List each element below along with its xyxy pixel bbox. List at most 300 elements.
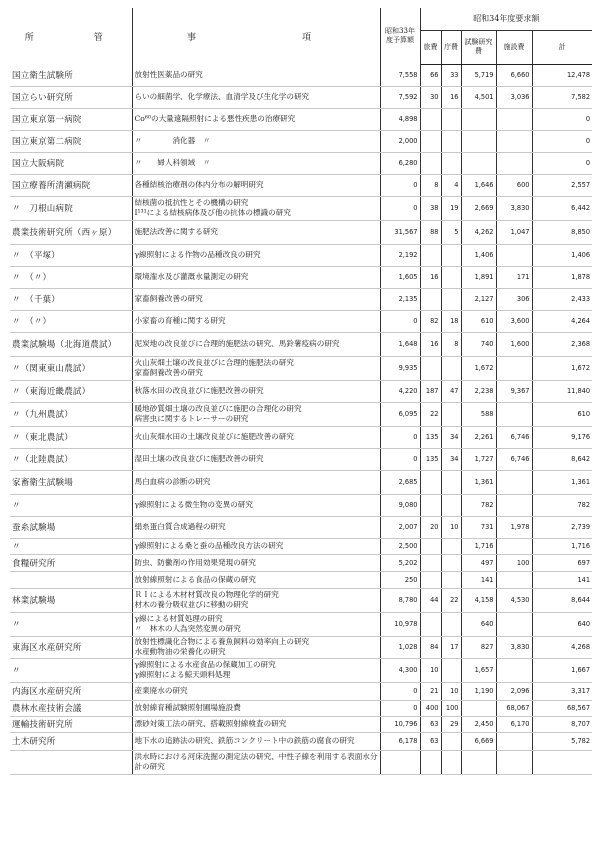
- table-row: [10, 716, 592, 732]
- agency-cell: [441, 130, 461, 152]
- travel-cell: 21: [420, 682, 441, 700]
- header-prev-budget: 昭和33年度予算額: [380, 8, 420, 64]
- travel-cell: [420, 612, 441, 636]
- facility-cell: 1,047: [496, 220, 532, 244]
- item-line: 火山灰畑水田の土壌改良並びに施肥改善の研究: [134, 432, 294, 441]
- table-row: [10, 554, 592, 571]
- total-cell: 2,368: [532, 332, 592, 356]
- table-row: [10, 380, 592, 402]
- travel-cell: 63: [420, 716, 441, 732]
- item-line: 泥炭地の改良並びに合理的施肥法の研究、馬鈴薯疫病の研究: [134, 339, 340, 348]
- item-line: γ線照射による桑と蚕の品種改良方法の研究: [134, 541, 284, 550]
- total-cell: 1,878: [532, 266, 592, 288]
- total-cell: 1,672: [532, 356, 592, 380]
- prev-cell: 4,220: [380, 380, 420, 402]
- travel-cell: 66: [420, 64, 441, 86]
- item-cell: [132, 448, 380, 470]
- org-cell: 運輸技術研究所: [10, 716, 132, 732]
- total-cell: 1,361: [532, 470, 592, 494]
- travel-cell: [420, 108, 441, 130]
- agency-cell: 34: [441, 426, 461, 448]
- total-cell: 0: [532, 130, 592, 152]
- total-cell: 8,644: [532, 588, 592, 612]
- org-cell: 〃（九州農試）: [10, 402, 132, 426]
- travel-cell: 84: [420, 636, 441, 658]
- travel-cell: [420, 356, 441, 380]
- travel-cell: 10: [420, 658, 441, 682]
- item-cell: [132, 750, 380, 774]
- org-cell: 〃 （〃）: [10, 310, 132, 332]
- prev-cell: 4,300: [380, 658, 420, 682]
- facility-cell: 6,746: [496, 448, 532, 470]
- agency-cell: 10: [441, 682, 461, 700]
- total-cell: 7,582: [532, 86, 592, 108]
- item-line: 家畜飼養改善の研究: [134, 294, 203, 303]
- travel-cell: [420, 244, 441, 266]
- total-cell: 1,716: [532, 538, 592, 554]
- table-row: [10, 426, 592, 448]
- travel-cell: [420, 538, 441, 554]
- agency-cell: 47: [441, 380, 461, 402]
- item-cell: [132, 380, 380, 402]
- prev-cell: 6,178: [380, 732, 420, 750]
- org-cell: [10, 571, 132, 588]
- total-cell: 4,264: [532, 310, 592, 332]
- item-line: γ線照射による鯨天頭料処理: [134, 670, 231, 679]
- facility-cell: [496, 538, 532, 554]
- travel-cell: [420, 750, 441, 774]
- facility-cell: 3,830: [496, 636, 532, 658]
- total-cell: 68,567: [532, 700, 592, 716]
- facility-cell: 306: [496, 288, 532, 310]
- research-cell: 610: [461, 310, 496, 332]
- table-row: [10, 244, 592, 266]
- org-cell: 土木研究所: [10, 732, 132, 750]
- item-line: 放射性医薬品の研究: [134, 69, 203, 79]
- item-line: 小家畜の育種に関する研究: [134, 316, 226, 325]
- prev-cell: 7,592: [380, 86, 420, 108]
- table-row: [10, 64, 592, 86]
- org-cell: 〃: [10, 538, 132, 554]
- facility-cell: 9,367: [496, 380, 532, 402]
- travel-cell: 8: [420, 174, 441, 196]
- prev-cell: 0: [380, 196, 420, 220]
- org-cell: [10, 750, 132, 774]
- travel-cell: 16: [420, 332, 441, 356]
- research-cell: 6,669: [461, 732, 496, 750]
- travel-cell: 20: [420, 516, 441, 538]
- facility-cell: [496, 658, 532, 682]
- agency-cell: [441, 571, 461, 588]
- item-cell: [132, 636, 380, 658]
- budget-table-page: [10, 8, 592, 775]
- item-line: 秋落水田の改良並びに施肥改善の研究: [134, 386, 264, 395]
- org-cell: 農業試験場（北海道農試）: [10, 332, 132, 356]
- agency-cell: [441, 402, 461, 426]
- item-line: 環境潅水及び灌漑水量測定の研究: [134, 272, 249, 281]
- header-research: 試験研究費: [461, 30, 496, 64]
- total-cell: 9,176: [532, 426, 592, 448]
- table-row: [10, 588, 592, 612]
- facility-cell: 6,170: [496, 716, 532, 732]
- item-line: 防虫、防黴剤の作用効果発現の研究: [134, 557, 256, 567]
- total-cell: 3,317: [532, 682, 592, 700]
- travel-cell: 63: [420, 732, 441, 750]
- research-cell: 4,501: [461, 86, 496, 108]
- item-line: 産業廃水の研究: [134, 686, 188, 695]
- research-cell: 731: [461, 516, 496, 538]
- table-row: [10, 332, 592, 356]
- prev-cell: 0: [380, 426, 420, 448]
- item-line: γ線照射による作物の品種改良の研究: [134, 250, 261, 259]
- org-cell: 〃（東北農試）: [10, 426, 132, 448]
- item-cell: [132, 588, 380, 612]
- total-cell: 11,840: [532, 380, 592, 402]
- agency-cell: [441, 288, 461, 310]
- travel-cell: [420, 554, 441, 571]
- research-cell: [461, 750, 496, 774]
- org-cell: 〃 （〃）: [10, 266, 132, 288]
- item-cell: [132, 732, 380, 750]
- travel-cell: 22: [420, 402, 441, 426]
- org-cell: 〃 刀根山病院: [10, 196, 132, 220]
- org-cell: 〃（関東東山農試）: [10, 356, 132, 380]
- item-line: 水産動物油の栄養化の研究: [134, 647, 226, 656]
- header-item: 事 項: [132, 8, 380, 64]
- prev-cell: 0: [380, 448, 420, 470]
- org-cell: 国立らい研究所: [10, 86, 132, 108]
- item-cell: [132, 658, 380, 682]
- facility-cell: 100: [496, 554, 532, 571]
- research-cell: 1,716: [461, 538, 496, 554]
- prev-cell: 2,000: [380, 130, 420, 152]
- item-cell: [132, 332, 380, 356]
- item-line: ＲＩによる木材材質改良の物理化学的研究: [134, 590, 279, 599]
- item-line: 馬白血病の診断の研究: [134, 477, 211, 486]
- total-cell: 697: [532, 554, 592, 571]
- research-cell: 1,646: [461, 174, 496, 196]
- table-row: [10, 682, 592, 700]
- research-cell: 740: [461, 332, 496, 356]
- table-row: [10, 538, 592, 554]
- total-cell: 8,850: [532, 220, 592, 244]
- org-cell: 国立大阪病院: [10, 152, 132, 174]
- research-cell: 640: [461, 612, 496, 636]
- research-cell: 1,657: [461, 658, 496, 682]
- facility-cell: 600: [496, 174, 532, 196]
- table-row: [10, 108, 592, 130]
- item-line: 放射性標識化合物による養魚飼料の効率向上の研究: [134, 637, 310, 646]
- header-agency: 庁費: [441, 30, 461, 64]
- facility-cell: 3,036: [496, 86, 532, 108]
- facility-cell: [496, 356, 532, 380]
- prev-cell: 10,978: [380, 612, 420, 636]
- facility-cell: 3,830: [496, 196, 532, 220]
- agency-cell: [441, 356, 461, 380]
- research-cell: 2,669: [461, 196, 496, 220]
- total-cell: 2,739: [532, 516, 592, 538]
- prev-cell: 2,007: [380, 516, 420, 538]
- travel-cell: 30: [420, 86, 441, 108]
- facility-cell: [496, 152, 532, 174]
- org-cell: 農業技術研究所（西ヶ原）: [10, 220, 132, 244]
- org-cell: 国立衛生試験所: [10, 64, 132, 86]
- travel-cell: 135: [420, 426, 441, 448]
- item-line: 材木の養分吸収並びに移動の研究: [134, 600, 249, 609]
- table-row: [10, 571, 592, 588]
- travel-cell: 400: [420, 700, 441, 716]
- table-row: [10, 494, 592, 516]
- agency-cell: [441, 266, 461, 288]
- item-cell: [132, 426, 380, 448]
- research-cell: 2,450: [461, 716, 496, 732]
- facility-cell: [496, 571, 532, 588]
- agency-cell: 34: [441, 448, 461, 470]
- facility-cell: 6,660: [496, 64, 532, 86]
- facility-cell: [496, 494, 532, 516]
- total-cell: 640: [532, 612, 592, 636]
- item-cell: [132, 516, 380, 538]
- facility-cell: 1,978: [496, 516, 532, 538]
- agency-cell: [441, 470, 461, 494]
- facility-cell: 3,600: [496, 310, 532, 332]
- table-row: [10, 470, 592, 494]
- prev-cell: 0: [380, 682, 420, 700]
- facility-cell: 4,530: [496, 588, 532, 612]
- travel-cell: 44: [420, 588, 441, 612]
- agency-cell: 100: [441, 700, 461, 716]
- travel-cell: [420, 571, 441, 588]
- item-line: 湿田土壌の改良並びに施肥改善の研究: [134, 454, 264, 463]
- item-cell: [132, 402, 380, 426]
- item-line: 絹糸蛋白質合成過程の研究: [134, 522, 226, 531]
- total-cell: 2,433: [532, 288, 592, 310]
- agency-cell: [441, 658, 461, 682]
- prev-cell: 2,192: [380, 244, 420, 266]
- agency-cell: 10: [441, 516, 461, 538]
- table-row: [10, 448, 592, 470]
- travel-cell: 187: [420, 380, 441, 402]
- table-row: [10, 152, 592, 174]
- research-cell: 1,672: [461, 356, 496, 380]
- org-cell: 林業試験場: [10, 588, 132, 612]
- agency-cell: 22: [441, 588, 461, 612]
- facility-cell: 68,067: [496, 700, 532, 716]
- item-line: 各種結核治療剤の体内分布の解明研究: [134, 180, 264, 189]
- agency-cell: [441, 554, 461, 571]
- total-cell: 5,782: [532, 732, 592, 750]
- prev-cell: 0: [380, 700, 420, 716]
- facility-cell: 2,096: [496, 682, 532, 700]
- travel-cell: 16: [420, 266, 441, 288]
- item-cell: [132, 310, 380, 332]
- total-cell: 4,268: [532, 636, 592, 658]
- item-cell: [132, 538, 380, 554]
- item-line: 〃 婦人科領域 〃: [134, 158, 211, 167]
- prev-cell: 1,648: [380, 332, 420, 356]
- item-line: 〃 林木の人為突然変異の研究: [134, 624, 241, 633]
- table-row: [10, 732, 592, 750]
- org-cell: 内海区水産研究所: [10, 682, 132, 700]
- table-row: [10, 220, 592, 244]
- facility-cell: 1,600: [496, 332, 532, 356]
- facility-cell: [496, 402, 532, 426]
- prev-cell: 6,280: [380, 152, 420, 174]
- research-cell: 1,361: [461, 470, 496, 494]
- travel-cell: 82: [420, 310, 441, 332]
- research-cell: [461, 152, 496, 174]
- item-cell: [132, 108, 380, 130]
- prev-cell: 6,095: [380, 402, 420, 426]
- agency-cell: 17: [441, 636, 461, 658]
- item-cell: [132, 494, 380, 516]
- research-cell: [461, 700, 496, 716]
- prev-cell: [380, 750, 420, 774]
- table-row: [10, 196, 592, 220]
- item-line: γ線照射による水産食品の保蔵加工の研究: [134, 660, 276, 669]
- table-body: [10, 64, 592, 774]
- agency-cell: 5: [441, 220, 461, 244]
- agency-cell: 33: [441, 64, 461, 86]
- agency-cell: 4: [441, 174, 461, 196]
- research-cell: 4,262: [461, 220, 496, 244]
- item-line: 施肥法改善に関する研究: [134, 227, 219, 236]
- agency-cell: 19: [441, 196, 461, 220]
- prev-cell: 4,898: [380, 108, 420, 130]
- agency-cell: [441, 152, 461, 174]
- org-cell: 国立東京第二病院: [10, 130, 132, 152]
- table-row: [10, 130, 592, 152]
- total-cell: 6,442: [532, 196, 592, 220]
- total-cell: 0: [532, 108, 592, 130]
- agency-cell: 18: [441, 310, 461, 332]
- facility-cell: 6,746: [496, 426, 532, 448]
- item-cell: [132, 196, 380, 220]
- prev-cell: 7,558: [380, 64, 420, 86]
- agency-cell: [441, 538, 461, 554]
- agency-cell: [441, 612, 461, 636]
- facility-cell: 171: [496, 266, 532, 288]
- item-cell: [132, 152, 380, 174]
- agency-cell: [441, 108, 461, 130]
- org-cell: 国立東京第一病院: [10, 108, 132, 130]
- table-row: [10, 174, 592, 196]
- agency-cell: [441, 732, 461, 750]
- prev-cell: 2,135: [380, 288, 420, 310]
- item-line: I¹³¹による結核病体及び他の抗体の標識の研究: [134, 208, 291, 217]
- item-cell: [132, 220, 380, 244]
- item-cell: [132, 174, 380, 196]
- total-cell: 0: [532, 152, 592, 174]
- org-cell: 〃: [10, 612, 132, 636]
- item-line: γ線照射による微生物の変異の研究: [134, 500, 253, 509]
- item-line: γ線による材質処理の研究: [134, 614, 223, 623]
- agency-cell: [441, 750, 461, 774]
- travel-cell: [420, 152, 441, 174]
- table-row: [10, 310, 592, 332]
- item-line: 暖地砂質畑土壌の改良並びに施肥の合理化の研究: [134, 404, 302, 413]
- total-cell: 141: [532, 571, 592, 588]
- prev-cell: 1,605: [380, 266, 420, 288]
- item-line: らいの細菌学、化学療法、血清学及び生化学の研究: [134, 92, 310, 101]
- header-travel: 旅費: [420, 30, 441, 64]
- research-cell: 2,238: [461, 380, 496, 402]
- org-cell: 国立療養所清瀬病院: [10, 174, 132, 196]
- prev-cell: 9,080: [380, 494, 420, 516]
- research-cell: [461, 130, 496, 152]
- org-cell: 食糧研究所: [10, 554, 132, 571]
- item-line: 放射線育種試験照射圃場施設費: [134, 703, 241, 712]
- prev-cell: 9,935: [380, 356, 420, 380]
- total-cell: 8,642: [532, 448, 592, 470]
- research-cell: 1,891: [461, 266, 496, 288]
- research-cell: 141: [461, 571, 496, 588]
- header-request-group: 昭和34年度要求額: [420, 8, 592, 30]
- item-cell: [132, 571, 380, 588]
- org-cell: 〃 （平塚）: [10, 244, 132, 266]
- travel-cell: 38: [420, 196, 441, 220]
- research-cell: 5,719: [461, 64, 496, 86]
- item-cell: [132, 130, 380, 152]
- research-cell: 1,190: [461, 682, 496, 700]
- total-cell: 782: [532, 494, 592, 516]
- header-total: 計: [532, 30, 592, 64]
- prev-cell: 5,202: [380, 554, 420, 571]
- item-cell: [132, 682, 380, 700]
- research-cell: 497: [461, 554, 496, 571]
- total-cell: 1,406: [532, 244, 592, 266]
- org-cell: 〃（北陸農試）: [10, 448, 132, 470]
- facility-cell: [496, 244, 532, 266]
- table-row: [10, 750, 592, 774]
- item-line: 結核菌の抵抗性とその機構の研究: [134, 198, 249, 207]
- item-line: 地下水の追跡法の研究、鉄筋コンクリート中の鉄筋の腐食の研究: [134, 736, 355, 745]
- item-cell: [132, 244, 380, 266]
- table-row: [10, 356, 592, 380]
- total-cell: 610: [532, 402, 592, 426]
- total-cell: 8,707: [532, 716, 592, 732]
- prev-cell: 250: [380, 571, 420, 588]
- item-cell: [132, 288, 380, 310]
- agency-cell: [441, 494, 461, 516]
- item-cell: [132, 554, 380, 571]
- prev-cell: 2,685: [380, 470, 420, 494]
- research-cell: 2,127: [461, 288, 496, 310]
- table-row: [10, 86, 592, 108]
- research-cell: 827: [461, 636, 496, 658]
- item-line: 放射線照射による食品の保蔵の研究: [134, 574, 256, 584]
- item-cell: [132, 612, 380, 636]
- agency-cell: 8: [441, 332, 461, 356]
- prev-cell: 2,500: [380, 538, 420, 554]
- travel-cell: [420, 288, 441, 310]
- prev-cell: 31,567: [380, 220, 420, 244]
- item-line: Co⁶⁰の大量遠隔照射による悪性疾患の治療研究: [134, 114, 296, 123]
- research-cell: 1,727: [461, 448, 496, 470]
- travel-cell: 88: [420, 220, 441, 244]
- prev-cell: 1,028: [380, 636, 420, 658]
- agency-cell: 16: [441, 86, 461, 108]
- table-row: [10, 700, 592, 716]
- item-line: 火山灰畑土壌の改良並びに合理的施肥法の研究: [134, 358, 294, 367]
- org-cell: 東海区水産研究所: [10, 636, 132, 658]
- prev-cell: 0: [380, 174, 420, 196]
- total-cell: 1,667: [532, 658, 592, 682]
- org-cell: 〃 （千葉）: [10, 288, 132, 310]
- prev-cell: 10,796: [380, 716, 420, 732]
- item-cell: [132, 64, 380, 86]
- facility-cell: [496, 750, 532, 774]
